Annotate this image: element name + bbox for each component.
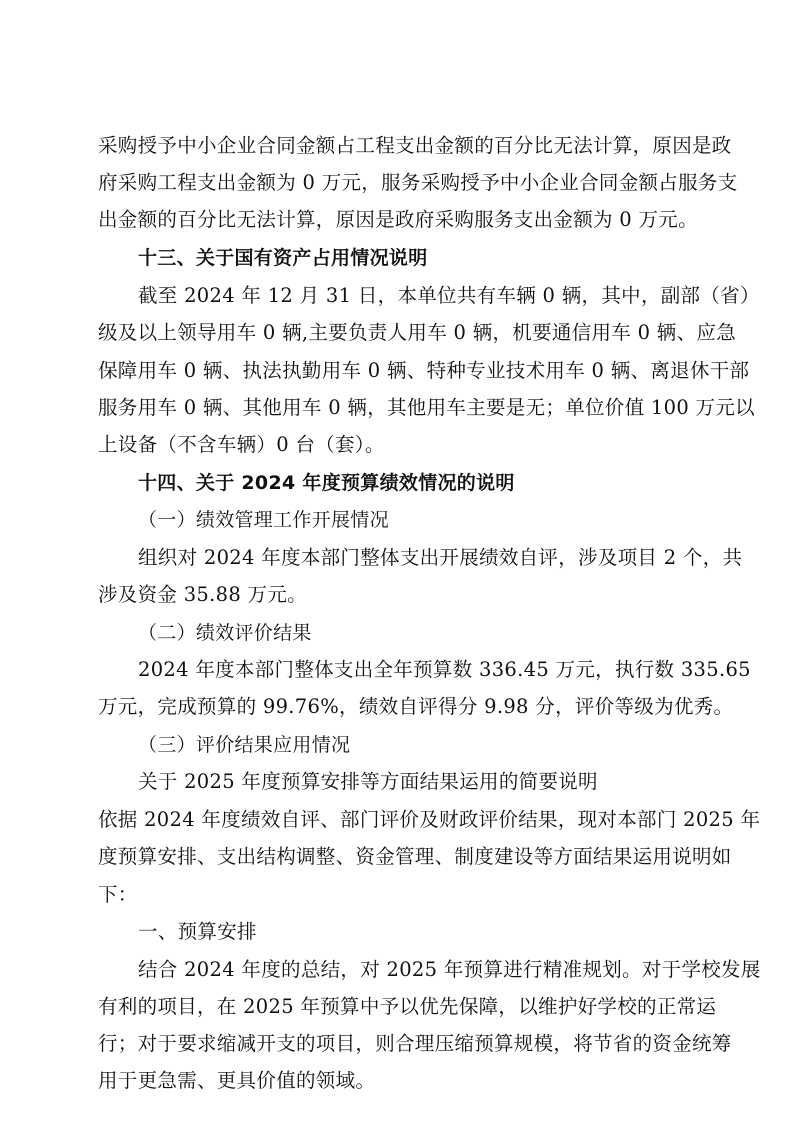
text-line: 府采购工程支出金额为 0 万元，服务采购授予中小企业合同金额占服务支 xyxy=(98,171,738,194)
subheading-2: （二）绩效评价结果 xyxy=(138,622,312,644)
text-line: 服务用车 0 辆、其他用车 0 辆，其他用车主要是无；单位价值 100 万元以 xyxy=(98,396,755,419)
section-heading-14: 十四、关于 2024 年度预算绩效情况的说明 xyxy=(138,472,515,494)
text-line: 出金额的百分比无法计算，原因是政府采购服务支出金额为 0 万元。 xyxy=(98,208,698,231)
text-line: 上设备（不含车辆）0 台（套）。 xyxy=(98,433,385,456)
text-line: 2024 年度本部门整体支出全年预算数 336.45 万元，执行数 335.65 xyxy=(138,658,751,681)
text-line: 万元，完成预算的 99.76%，绩效自评得分 9.98 分，评价等级为优秀。 xyxy=(98,695,734,718)
text-line: 级及以上领导用车 0 辆,主要负责人用车 0 辆，机要通信用车 0 辆、应急 xyxy=(98,321,737,344)
text-line: 采购授予中小企业合同金额占工程支出金额的百分比无法计算，原因是政 xyxy=(98,134,732,157)
text-line: 截至 2024 年 12 月 31 日，本单位共有车辆 0 辆，其中，副部（省） xyxy=(138,284,760,307)
text-line: 依据 2024 年度绩效自评、部门评价及财政评价结果，现对本部门 2025 年 xyxy=(98,808,761,831)
text-line: 组织对 2024 年度本部门整体支出开展绩效自评，涉及项目 2 个，共 xyxy=(138,546,743,569)
subheading-budget: 一、预算安排 xyxy=(138,920,257,943)
text-line: 行；对于要求缩减开支的项目，则合理压缩预算规模，将节省的资金统筹 xyxy=(98,1032,732,1055)
text-line: 保障用车 0 辆、执法执勤用车 0 辆、特种专业技术用车 0 辆、离退休干部 xyxy=(98,359,750,382)
text-line: 下： xyxy=(98,883,138,906)
text-line: 度预算安排、支出结构调整、资金管理、制度建设等方面结果运用说明如 xyxy=(98,845,732,868)
subheading-1: （一）绩效管理工作开展情况 xyxy=(138,509,389,531)
text-line: 有利的项目，在 2025 年预算中予以优先保障，以维护好学校的正常运 xyxy=(98,995,717,1018)
text-line: 结合 2024 年度的总结，对 2025 年预算进行精准规划。对于学校发展 xyxy=(138,958,761,981)
subheading-3: （三）评价结果应用情况 xyxy=(138,734,351,756)
section-heading-13: 十三、关于国有资产占用情况说明 xyxy=(138,247,428,269)
text-line: 用于更急需、更具价值的领域。 xyxy=(98,1069,376,1092)
text-line: 关于 2025 年度预算安排等方面结果运用的简要说明 xyxy=(138,770,598,793)
text-line: 涉及资金 35.88 万元。 xyxy=(98,583,307,606)
